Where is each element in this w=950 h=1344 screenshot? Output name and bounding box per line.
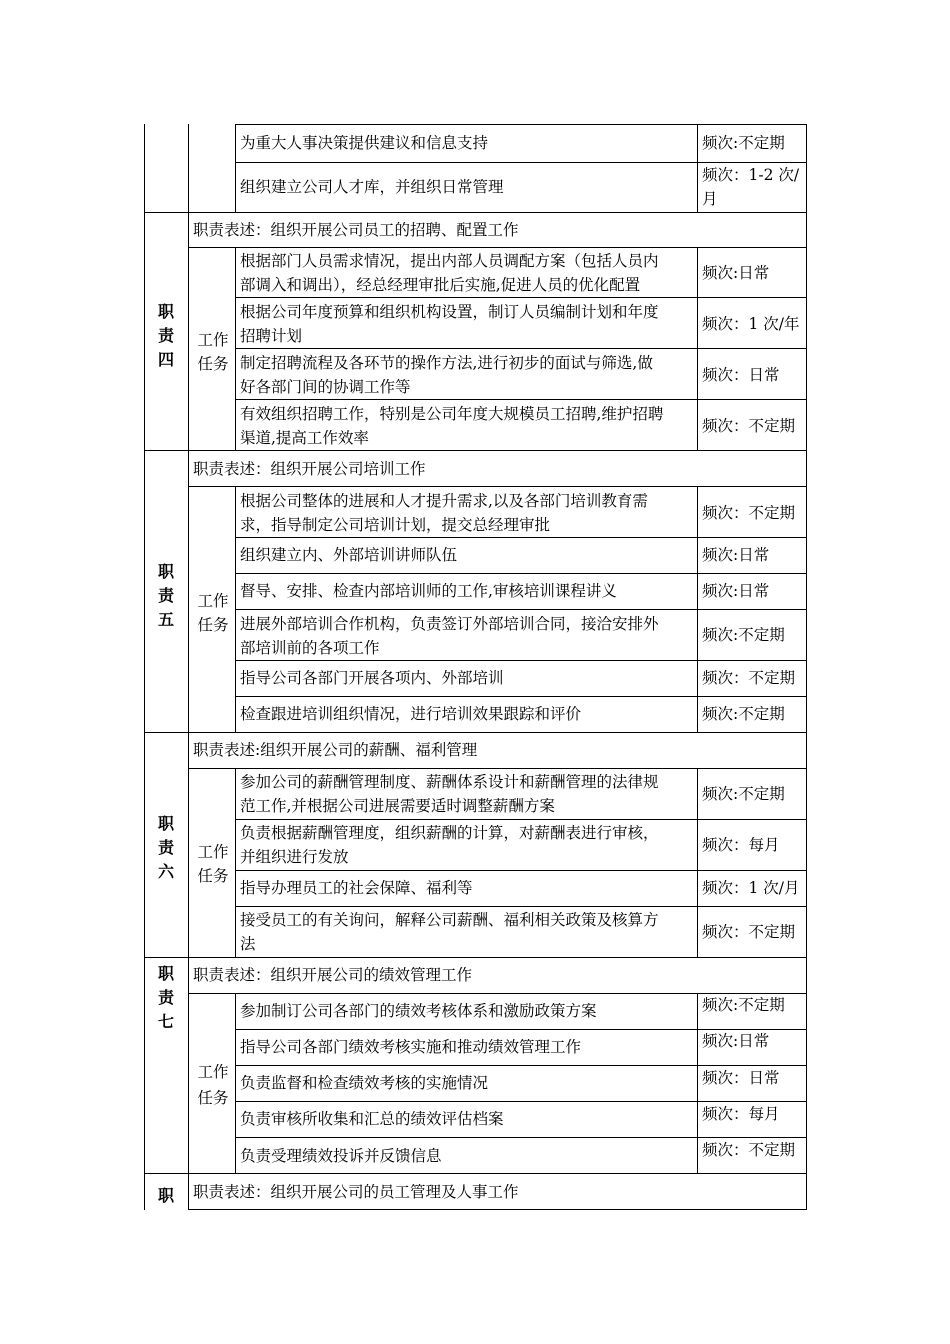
duty-header-char: 五 <box>157 610 174 629</box>
freq-column-divider <box>697 768 698 957</box>
duty-header-char: 职 <box>157 562 174 581</box>
task-text: 根据公司年度预算和组织机构设置，制订人员编制计划和年度 <box>240 303 659 321</box>
row-border <box>235 660 807 661</box>
tasks-label: 工作 <box>197 843 229 861</box>
task-text: 指导公司各部门开展各项内、外部培训 <box>240 669 504 687</box>
duty-statement: 职责表述：组织开展公司的绩效管理工作 <box>193 966 473 984</box>
duty-header-char: 责 <box>157 586 174 605</box>
tasks-label: 任务 <box>197 616 229 634</box>
task-text: 检查跟进培训组织情况，进行培训效果跟踪和评价 <box>240 705 582 723</box>
duty-statement: 职责表述：组织开展公司培训工作 <box>193 460 426 478</box>
task-text: 指导公司各部门绩效考核实施和推动绩效管理工作 <box>240 1038 582 1056</box>
duty-header-char: 责 <box>157 988 174 1007</box>
task-text: 渠道,提高工作效率 <box>240 429 369 447</box>
task-text: 负责受理绩效投诉并反馈信息 <box>240 1147 442 1165</box>
task-text: 法 <box>240 935 256 953</box>
frequency-text: 频次：1-2 次/ <box>702 166 800 184</box>
table-left-border <box>144 124 145 1210</box>
frequency-text: 频次:不定期 <box>702 705 785 723</box>
row-border <box>188 247 807 248</box>
label-column-divider <box>235 993 236 1173</box>
frequency-text: 频次:日常 <box>702 582 770 600</box>
row-border <box>235 124 807 125</box>
task-text: 制定招聘流程及各环节的操作方法,进行初步的面试与筛选,做 <box>240 354 653 372</box>
task-text: 组织建立公司人才库，并组织日常管理 <box>240 178 504 196</box>
row-border <box>235 537 807 538</box>
row-border <box>235 573 807 574</box>
duty-header-char: 职 <box>157 1186 174 1205</box>
task-text: 督导、安排、检查内部培训师的工作,审核培训课程讲义 <box>240 582 617 600</box>
duty-header-char: 六 <box>157 862 174 881</box>
freq-column-divider <box>697 993 698 1173</box>
section-border <box>144 212 807 213</box>
task-text: 并组织进行发放 <box>240 848 349 866</box>
task-text: 根据部门人员需求情况，提出内部人员调配方案（包括人员内 <box>240 252 659 270</box>
row-border <box>188 1209 807 1210</box>
frequency-text: 频次：不定期 <box>702 669 796 687</box>
frequency-text: 频次：1 次/月 <box>702 879 800 897</box>
frequency-text: 频次：每月 <box>702 1105 780 1123</box>
task-text: 为重大人事决策提供建议和信息支持 <box>240 134 489 152</box>
duty-header-char: 职 <box>157 814 174 833</box>
row-border <box>235 906 807 907</box>
row-border <box>188 768 807 769</box>
duty-header-char: 责 <box>157 326 174 345</box>
tasks-label: 工作 <box>197 1063 229 1081</box>
duty-header-char: 职 <box>157 302 174 321</box>
task-text: 指导办理员工的社会保障、福利等 <box>240 879 473 897</box>
task-text: 接受员工的有关询问，解释公司薪酬、福利相关政策及核算方 <box>240 911 659 929</box>
duty-header-char: 责 <box>157 838 174 857</box>
task-text: 好各部门间的协调工作等 <box>240 378 411 396</box>
frequency-text: 频次：1 次/年 <box>702 315 800 333</box>
row-border <box>235 399 807 400</box>
section-border <box>144 732 807 733</box>
duty-statement: 职责表述：组织开展公司的员工管理及人事工作 <box>193 1183 519 1201</box>
label-column-divider <box>235 124 236 212</box>
tasks-label: 工作 <box>197 592 229 610</box>
task-text: 根据公司整体的进展和人才提升需求,以及各部门培训教育需 <box>240 492 648 510</box>
frequency-text: 月 <box>702 190 718 208</box>
task-text: 求，指导制定公司培训计划，提交总经理审批 <box>240 516 551 534</box>
task-text: 部培训前的各项工作 <box>240 639 380 657</box>
task-text: 负责监督和检查绩效考核的实施情况 <box>240 1074 489 1092</box>
frequency-text: 频次:日常 <box>702 1032 770 1050</box>
section-border <box>144 450 807 451</box>
duty-statement: 职责表述:组织开展公司的薪酬、福利管理 <box>193 741 478 759</box>
section-border <box>144 1173 807 1174</box>
frequency-text: 频次：日常 <box>702 366 780 384</box>
frequency-text: 频次：不定期 <box>702 1141 796 1159</box>
frequency-text: 频次：不定期 <box>702 504 796 522</box>
frequency-text: 频次：每月 <box>702 836 780 854</box>
tasks-label: 工作 <box>197 331 229 349</box>
duty-header-char: 四 <box>157 350 174 369</box>
tasks-label: 任务 <box>197 867 229 885</box>
header-column-divider <box>188 124 189 1210</box>
freq-column-divider <box>697 124 698 212</box>
task-text: 招聘计划 <box>240 327 303 345</box>
task-text: 有效组织招聘工作，特别是公司年度大规模员工招聘,维护招聘 <box>240 405 664 423</box>
task-text: 范工作,并根据公司进展需要适时调整薪酬方案 <box>240 797 555 815</box>
frequency-text: 频次：不定期 <box>702 923 796 941</box>
row-border <box>188 486 807 487</box>
task-text: 部调入和调出），经总经理审批后实施,促进人员的优化配置 <box>240 276 641 294</box>
row-border <box>235 348 807 349</box>
task-text: 参加制订公司各部门的绩效考核体系和激励政策方案 <box>240 1002 597 1020</box>
duty-header-char: 七 <box>157 1012 174 1031</box>
row-border <box>235 609 807 610</box>
frequency-text: 频次:不定期 <box>702 996 785 1014</box>
frequency-text: 频次:日常 <box>702 264 770 282</box>
row-border <box>235 297 807 298</box>
duty-statement: 职责表述：组织开展公司员工的招聘、配置工作 <box>193 221 519 239</box>
section-border <box>144 957 807 958</box>
frequency-text: 频次:不定期 <box>702 785 785 803</box>
task-text: 负责审核所收集和汇总的绩效评估档案 <box>240 1110 504 1128</box>
tasks-label: 任务 <box>197 355 229 373</box>
frequency-text: 频次：不定期 <box>702 417 796 435</box>
row-border <box>235 696 807 697</box>
row-border <box>235 870 807 871</box>
frequency-text: 频次:日常 <box>702 546 770 564</box>
row-border <box>235 819 807 820</box>
frequency-text: 频次:不定期 <box>702 134 785 152</box>
duty-header-char: 职 <box>157 964 174 983</box>
frequency-text: 频次:不定期 <box>702 626 785 644</box>
task-text: 负责根据薪酬管理度，组织薪酬的计算，对薪酬表进行审核， <box>240 824 659 842</box>
task-text: 参加公司的薪酬管理制度、薪酬体系设计和薪酬管理的法律规 <box>240 773 659 791</box>
tasks-label: 任务 <box>197 1089 229 1107</box>
task-text: 进展外部培训合作机构，负责签订外部培训合同，接洽安排外 <box>240 615 659 633</box>
frequency-text: 频次：日常 <box>702 1069 780 1087</box>
label-column-divider <box>235 768 236 957</box>
task-text: 组织建立内、外部培训讲师队伍 <box>240 546 458 564</box>
table-right-border <box>806 124 807 1210</box>
